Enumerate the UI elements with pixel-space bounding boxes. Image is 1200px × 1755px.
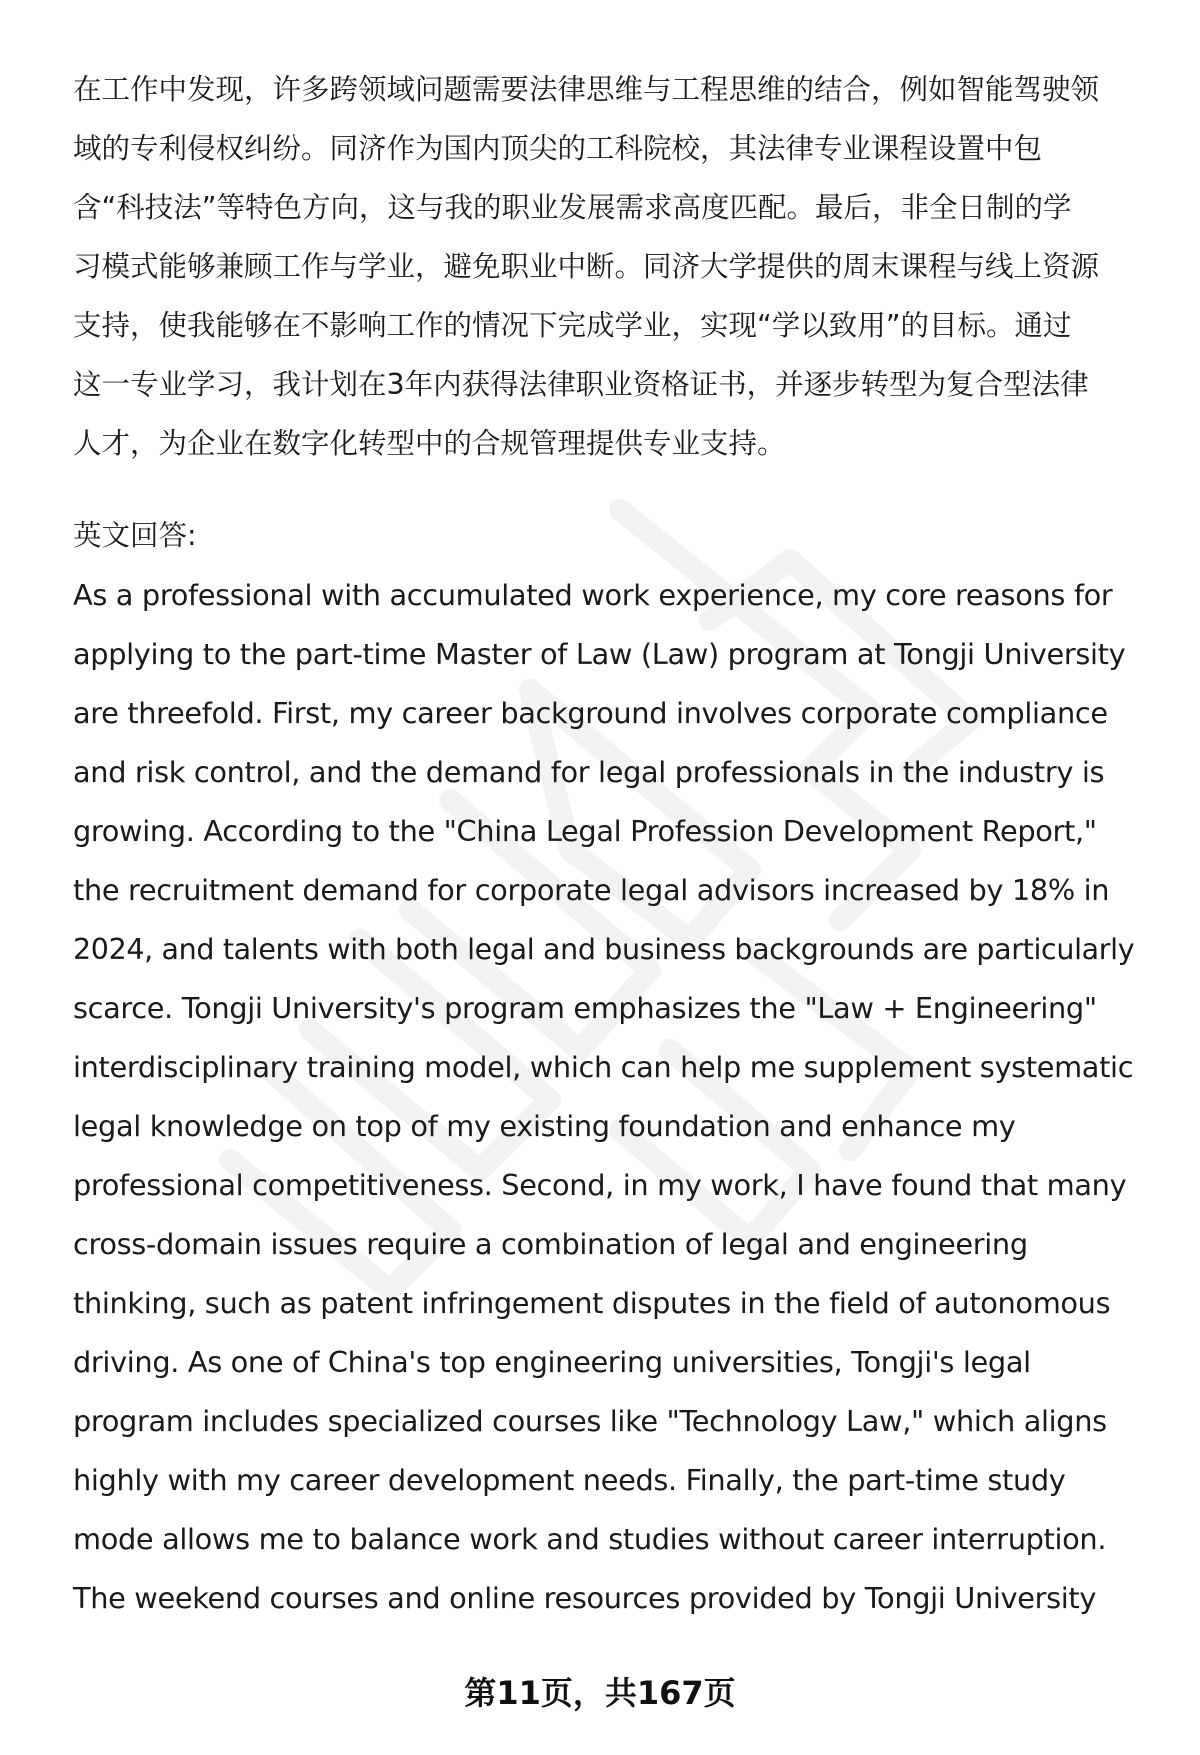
en-line-5: growing. According to the "China Legal Profession Development Report,"	[73, 814, 1097, 848]
english-answer-heading: 英文回答:	[73, 519, 197, 552]
en-line-8: scarce. Tongji University's program emphasizes the "Law + Engineering"	[73, 991, 1097, 1025]
cn-line-5: 支持，使我能够在不影响工作的情况下完成学业，实现“学以致用”的目标。通过	[73, 309, 1072, 342]
cn-line-4: 习模式能够兼顾工作与学业，避免职业中断。同济大学提供的周末课程与线上资源	[73, 250, 1100, 283]
cn-line-2: 域的专利侵权纠纷。同济作为国内顶尖的工科院校，其法律专业课程设置中包	[73, 132, 1043, 165]
cn-line-6: 这一专业学习，我计划在3年内获得法律职业资格证书，并逐步转型为复合型法律	[73, 368, 1089, 401]
en-line-10: legal knowledge on top of my existing foundation and enhance my	[73, 1109, 1016, 1143]
en-line-9: interdisciplinary training model, which can help me supplement systematic	[73, 1050, 1134, 1084]
en-line-18: The weekend courses and online resources provided by Tongji University	[73, 1581, 1097, 1615]
cn-line-1: 在工作中发现，许多跨领域问题需要法律思维与工程思维的结合，例如智能驾驶领	[73, 73, 1100, 106]
en-line-2: applying to the part-time Master of Law (Law) program at Tongji University	[73, 637, 1126, 671]
en-line-11: professional competitiveness. Second, in my work, I have found that many	[73, 1168, 1127, 1202]
en-line-7: 2024, and talents with both legal and business backgrounds are particularly	[73, 933, 1135, 966]
en-line-14: driving. As one of China's top engineering universities, Tongji's legal	[73, 1345, 1031, 1379]
en-line-4: and risk control, and the demand for legal professionals in the industry is	[73, 755, 1105, 789]
en-line-1: As a professional with accumulated work experience, my core reasons for	[73, 578, 1113, 612]
en-line-3: are threefold. First, my career background involves corporate compliance	[73, 696, 1108, 730]
cn-line-3: 含“科技法”等特色方向，这与我的职业发展需求高度匹配。最后，非全日制的学	[73, 191, 1072, 224]
page-number-footer: 第11页，共167页	[464, 1674, 736, 1712]
en-line-16: highly with my career development needs. Finally, the part-time study	[73, 1463, 1066, 1497]
en-line-15: program includes specialized courses like "Technology Law," which aligns	[73, 1404, 1107, 1438]
en-line-17: mode allows me to balance work and studies without career interruption.	[73, 1522, 1107, 1556]
cn-line-7: 人才，为企业在数字化转型中的合规管理提供专业支持。	[73, 427, 786, 460]
en-line-6: the recruitment demand for corporate legal advisors increased by 18% in	[73, 873, 1110, 907]
en-line-12: cross-domain issues require a combination of legal and engineering	[73, 1227, 1028, 1261]
en-line-13: thinking, such as patent infringement disputes in the field of autonomous	[73, 1286, 1111, 1320]
